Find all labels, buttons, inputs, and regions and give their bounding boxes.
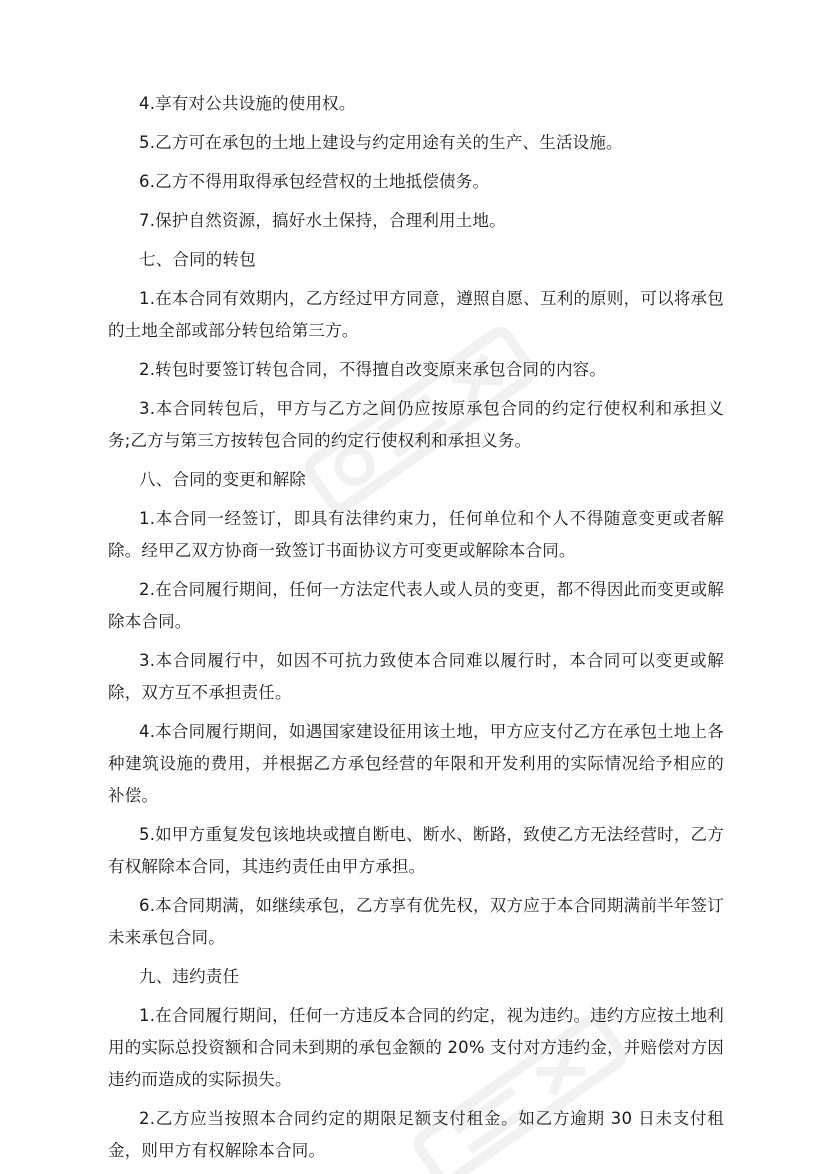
clause-paragraph: 5.如甲方重复发包该地块或擅自断电、断水、断路，致使乙方无法经营时，乙方有权解除本合同，其违约责任由甲方承担。 bbox=[108, 825, 724, 876]
clause-paragraph: 6.乙方不得用取得承包经营权的土地抵偿债务。 bbox=[139, 172, 490, 191]
clause-paragraph: 6.本合同期满，如继续承包，乙方享有优先权，双方应于本合同期满前半年签订未来承包合同。 bbox=[108, 896, 724, 947]
clause-paragraph: 1.本合同一经签订，即具有法律约束力，任何单位和个人不得随意变更或者解除。经甲乙双方协商一致签订书面协议方可变更或解除本合同。 bbox=[108, 509, 724, 560]
clause-paragraph: 2.乙方应当按照本合同约定的期限足额支付租金。如乙方逾期 30 日未支付租金，则甲方有权解除本合同。 bbox=[108, 1109, 724, 1160]
section-heading: 九、违约责任 bbox=[139, 967, 240, 986]
clause-paragraph: 2.转包时要签订转包合同，不得擅自改变原来承包合同的内容。 bbox=[139, 360, 607, 379]
clause-paragraph: 1.在合同履行期间，任何一方违反本合同的约定，视为违约。违约方应按土地利用的实际总投资额和合同未到期的承包金额的 20% 支付对方违约金，并赔偿对方因违约而造成的实际损失。 bbox=[108, 1006, 724, 1089]
clause-paragraph: 5.乙方可在承包的土地上建设与约定用途有关的生产、生活设施。 bbox=[139, 133, 623, 152]
clause-paragraph: 1.在本合同有效期内，乙方经过甲方同意，遵照自愿、互利的原则，可以将承包的土地全部或部分转包给第三方。 bbox=[108, 289, 724, 340]
clause-paragraph: 4.享有对公共设施的使用权。 bbox=[139, 94, 356, 113]
document-body bbox=[108, 88, 724, 1174]
clause-paragraph: 3.本合同转包后，甲方与乙方之间仍应按原承包合同的约定行使权利和承担义务;乙方与第三方按转包合同的约定行使权利和承担义务。 bbox=[108, 399, 724, 450]
clause-paragraph: 2.在合同履行期间，任何一方法定代表人或人员的变更，都不得因此而变更或解除本合同。 bbox=[108, 580, 724, 631]
section-heading: 七、合同的转包 bbox=[139, 250, 256, 269]
section-heading: 八、合同的变更和解除 bbox=[139, 470, 306, 489]
clause-paragraph: 7.保护自然资源，搞好水土保持，合理利用土地。 bbox=[139, 211, 506, 230]
clause-paragraph: 3.本合同履行中，如因不可抗力致使本合同难以履行时，本合同可以变更或解除，双方互不承担责任。 bbox=[108, 651, 724, 702]
clause-paragraph: 4.本合同履行期间，如遇国家建设征用该土地，甲方应支付乙方在承包土地上各种建筑设施的费用，并根据乙方承包经营的年限和开发利用的实际情况给予相应的补偿。 bbox=[108, 722, 724, 805]
